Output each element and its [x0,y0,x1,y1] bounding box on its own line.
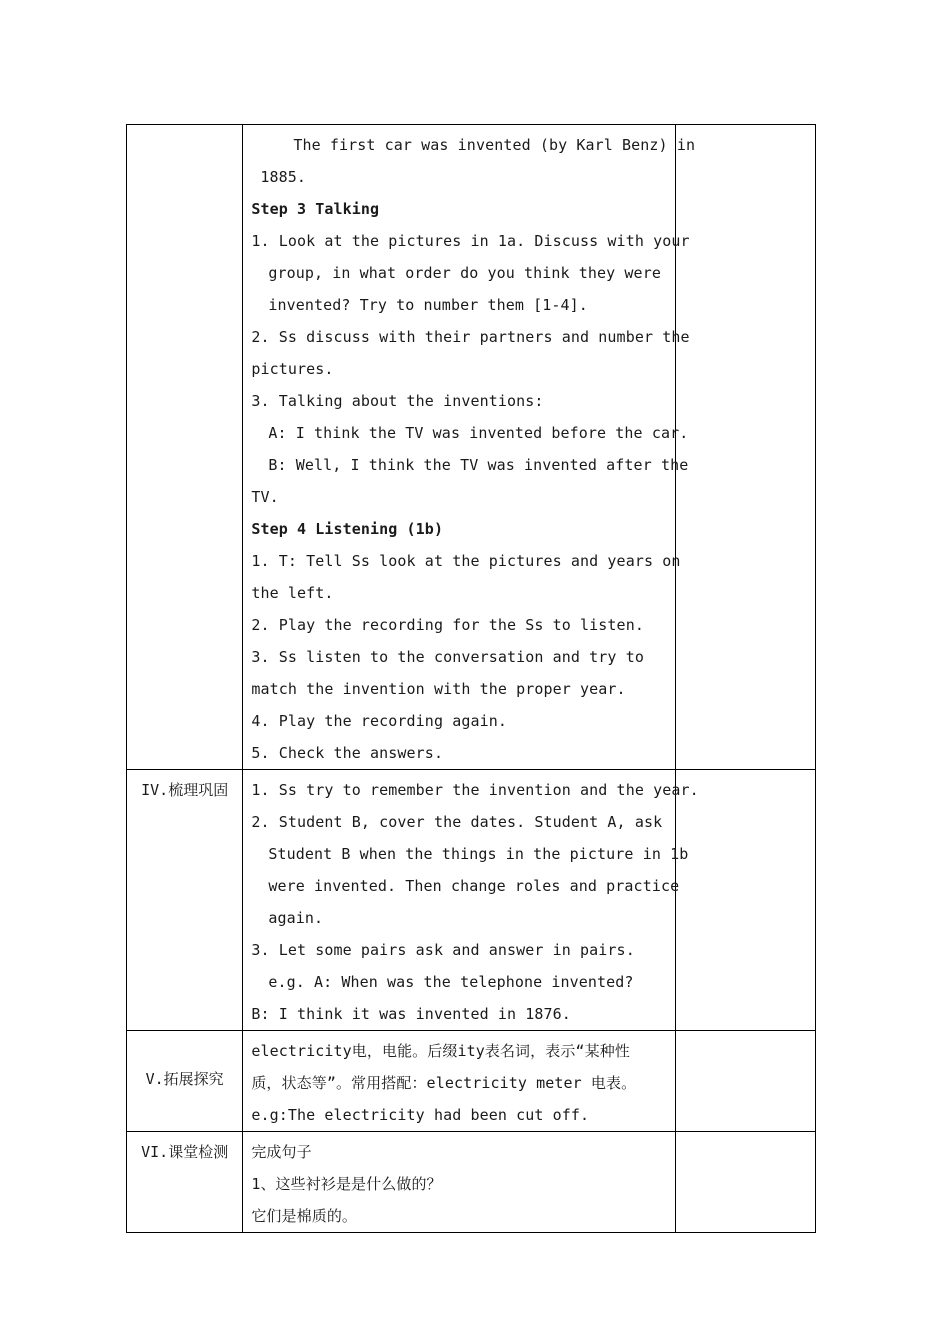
table-row [127,1031,816,1132]
content-line: 2. Student B, cover the dates. Student A, ask [251,813,663,831]
section-label: IV.梳理巩固 [141,781,229,799]
section-content-cell [243,1132,675,1233]
content-line: 5. Check the answers. [251,744,444,762]
content-line: were invented. Then change roles and practice [268,877,680,895]
notes-cell [675,1031,815,1132]
content-line: match the invention with the proper year. [251,680,626,698]
content-line: 1885. [260,168,306,186]
section-label-cell [127,1031,243,1132]
content-line: B: Well, I think the TV was invented after the [268,456,689,474]
content-line: group, in what order do you think they were [268,264,661,282]
section-label-cell [127,1132,243,1233]
section-label: VI.课堂检测 [141,1143,229,1161]
content-line: B: I think it was invented in 1876. [251,1005,571,1023]
table-row [127,1132,816,1233]
notes-cell [675,770,815,1031]
content-line: 1. Ss try to remember the invention and the year. [251,781,699,799]
lesson-plan-table [126,124,816,1233]
content-line: e.g. A: When was the telephone invented? [268,973,634,991]
content-line: 1、这些衬衫是是什么做的？ [251,1175,442,1193]
content-line: Student B when the things in the picture in 1b [268,845,689,863]
content-line: the left. [251,584,334,602]
content-line: TV. [251,488,279,506]
content-line: A: I think the TV was invented before the car. [268,424,689,442]
content-line: e.g:The electricity had been cut off. [251,1106,590,1124]
content-line: invented? Try to number them [1-4]. [268,296,588,314]
step-heading: Step 3 Talking [251,200,380,218]
content-line: pictures. [251,360,334,378]
content-line: 完成句子 [251,1143,312,1161]
content-line: 3. Talking about the inventions: [251,392,544,410]
step-heading: Step 4 Listening (1b) [251,520,444,538]
content-line: 3. Let some pairs ask and answer in pairs. [251,941,635,959]
content-line: 质，状态等”。常用搭配：electricity meter 电表。 [251,1074,637,1092]
content-line: 它们是棉质的。 [251,1207,358,1225]
table-row [127,770,816,1031]
section-label [127,125,242,129]
content-line: 3. Ss listen to the conversation and try to [251,648,644,666]
content-line: 1. Look at the pictures in 1a. Discuss with your [251,232,690,250]
content-line: 2. Play the recording for the Ss to listen. [251,616,644,634]
content-line: again. [268,909,324,927]
table-row [127,125,816,770]
section-content-cell [243,1031,675,1132]
content-line: 2. Ss discuss with their partners and number the [251,328,690,346]
notes-cell [675,125,815,770]
notes-cell [675,1132,815,1233]
section-label: V.拓展探究 [145,1070,224,1088]
content-line: 4. Play the recording again. [251,712,507,730]
content-line: 1. T: Tell Ss look at the pictures and years on [251,552,681,570]
section-content-cell [243,770,699,1031]
content-line: electricity电，电能。后缀ity表名词，表示“某种性 [251,1042,630,1060]
section-label-cell [127,125,243,770]
content-line: The first car was invented (by Karl Benz) in [293,136,696,154]
section-label-cell [127,770,243,1031]
section-content-cell [243,125,696,770]
